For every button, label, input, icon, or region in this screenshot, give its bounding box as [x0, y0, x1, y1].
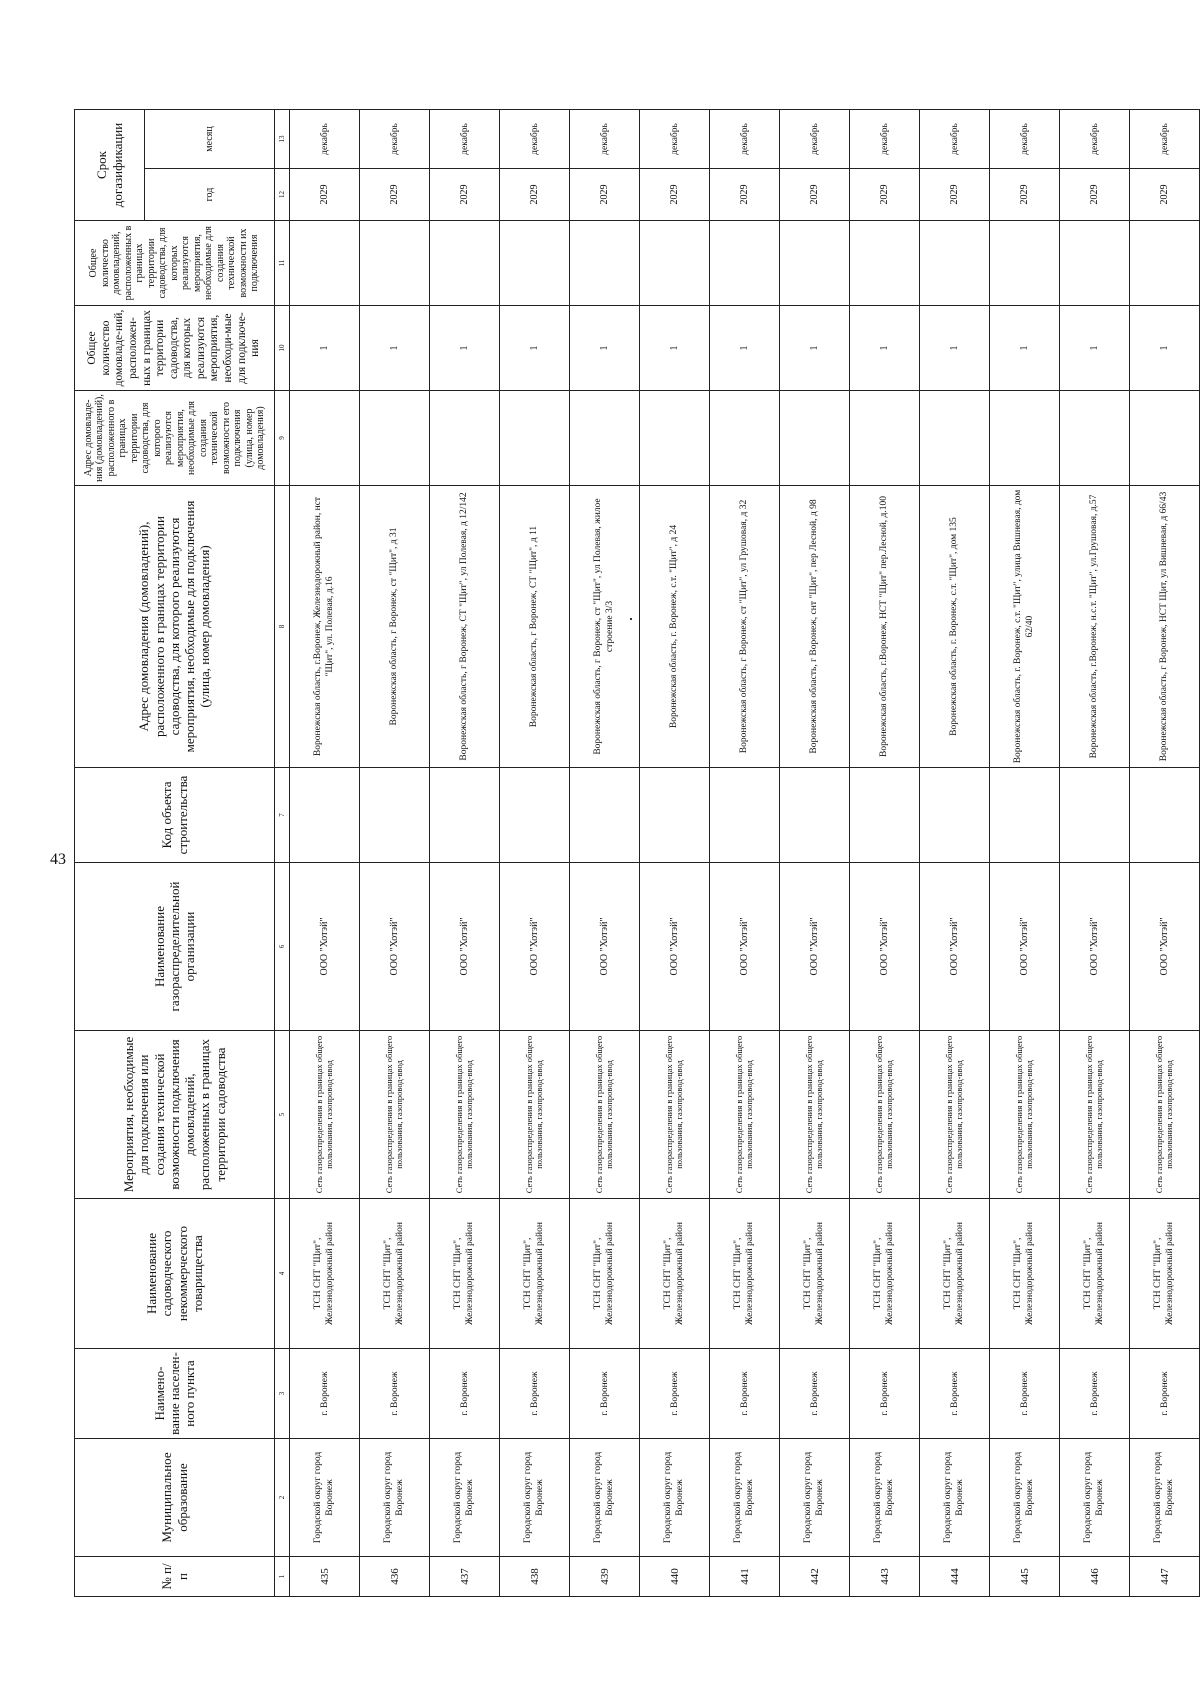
measures-cell: Сеть газораспределения в границах общего пользования, газопровод-ввод: [850, 1031, 920, 1199]
table-row: [500, 110, 570, 1597]
gas-org-cell: ООО "Хотэй": [710, 863, 780, 1031]
month-cell: декабрь: [990, 110, 1060, 169]
address-cell: Воронежская область, г Воронеж, СТ "Щит", ул Полевая, д 12/142: [430, 486, 500, 768]
household-tech-count-cell: [850, 221, 920, 306]
header-c2: Муниципальное образование: [75, 1439, 275, 1557]
row-number: 439: [570, 1557, 640, 1597]
household-tech-count-cell: [640, 221, 710, 306]
address-tech-cell: [920, 391, 990, 486]
column-number: 8: [275, 486, 290, 768]
year-cell: 2029: [1130, 169, 1200, 221]
measures-cell: Сеть газораспределения в границах общего пользования, газопровод-ввод: [500, 1031, 570, 1199]
month-cell: декабрь: [500, 110, 570, 169]
column-number: 6: [275, 863, 290, 1031]
table-row: [780, 110, 850, 1597]
settlement-cell: г. Воронеж: [850, 1349, 920, 1439]
table-row: [1060, 110, 1130, 1597]
snt-name-cell: ТСН СНТ "Щит", Железнодорожный район: [640, 1199, 710, 1349]
month-cell: декабрь: [1130, 110, 1200, 169]
municipality-cell: Городской округ город Воронеж: [850, 1439, 920, 1557]
address-cell: Воронежская область, г Воронеж, ст "Щит", д 31: [360, 486, 430, 768]
month-cell: декабрь: [290, 110, 360, 169]
column-number: 1: [275, 1557, 290, 1597]
column-number: 2: [275, 1439, 290, 1557]
snt-name-cell: ТСН СНТ "Щит", Железнодорожный район: [430, 1199, 500, 1349]
header-c8: Адрес домовладения (домовладений), расположенного в границах территории садоводства, для которого реализуются мероприятия, необходимые для подключения (улица, номер домовладения): [75, 486, 275, 768]
address-tech-cell: [780, 391, 850, 486]
address-cell: Воронежская область, г.Воронеж, н.с.т. "Щит", ул.Грушовая, д.57: [1060, 486, 1130, 768]
snt-name-cell: ТСН СНТ "Щит", Железнодорожный район: [1060, 1199, 1130, 1349]
rotated-table-wrapper: [74, 110, 1200, 1597]
address-cell: Воронежская область, г. Воронеж, с.т. "Щит", д 24: [640, 486, 710, 768]
snt-name-cell: ТСН СНТ "Щит", Железнодорожный район: [500, 1199, 570, 1349]
header-year: год: [145, 169, 275, 221]
household-tech-count-cell: [990, 221, 1060, 306]
gas-org-cell: ООО "Хотэй": [1130, 863, 1200, 1031]
gas-org-cell: ООО "Хотэй": [1060, 863, 1130, 1031]
measures-cell: Сеть газораспределения в границах общего пользования, газопровод-ввод: [990, 1031, 1060, 1199]
measures-cell: Сеть газораспределения в границах общего пользования, газопровод-ввод: [570, 1031, 640, 1199]
object-code-cell: [1060, 768, 1130, 863]
header-c7: Код объекта строительства: [75, 768, 275, 863]
settlement-cell: г. Воронеж: [570, 1349, 640, 1439]
object-code-cell: [640, 768, 710, 863]
column-number: 4: [275, 1199, 290, 1349]
settlement-cell: г. Воронеж: [500, 1349, 570, 1439]
object-code-cell: [990, 768, 1060, 863]
row-number: 441: [710, 1557, 780, 1597]
snt-name-cell: ТСН СНТ "Щит", Железнодорожный район: [780, 1199, 850, 1349]
object-code-cell: [500, 768, 570, 863]
municipality-cell: Городской округ город Воронеж: [1130, 1439, 1200, 1557]
measures-cell: Сеть газораспределения в границах общего пользования, газопровод-ввод: [780, 1031, 850, 1199]
settlement-cell: г. Воронеж: [430, 1349, 500, 1439]
municipality-cell: Городской округ город Воронеж: [710, 1439, 780, 1557]
household-tech-count-cell: [430, 221, 500, 306]
address-tech-cell: [710, 391, 780, 486]
address-cell: Воронежская область, г Воронеж, ст "Щит", ул Грушовая, д 32: [710, 486, 780, 768]
row-number: 447: [1130, 1557, 1200, 1597]
household-count-cell: 1: [850, 306, 920, 391]
year-cell: 2029: [990, 169, 1060, 221]
header-c4: Наименование садоводческого некоммерческого товарищества: [75, 1199, 275, 1349]
address-tech-cell: [500, 391, 570, 486]
month-cell: декабрь: [780, 110, 850, 169]
address-cell: Воронежская область, г.Воронеж, Железнодорожный район, нст "Щит", ул. Полевая, д.16: [290, 486, 360, 768]
year-cell: 2029: [850, 169, 920, 221]
address-tech-cell: [360, 391, 430, 486]
household-tech-count-cell: [920, 221, 990, 306]
gas-org-cell: ООО "Хотэй": [290, 863, 360, 1031]
object-code-cell: [430, 768, 500, 863]
household-count-cell: 1: [920, 306, 990, 391]
address-cell: Воронежская область, г. Воронеж, с.т. "Щит", дом 135: [920, 486, 990, 768]
municipality-cell: Городской округ город Воронеж: [640, 1439, 710, 1557]
month-cell: декабрь: [1060, 110, 1130, 169]
object-code-cell: [850, 768, 920, 863]
gas-org-cell: ООО "Хотэй": [430, 863, 500, 1031]
household-tech-count-cell: [570, 221, 640, 306]
row-number: 437: [430, 1557, 500, 1597]
settlement-cell: г. Воронеж: [360, 1349, 430, 1439]
snt-name-cell: ТСН СНТ "Щит", Железнодорожный район: [360, 1199, 430, 1349]
household-count-cell: 1: [990, 306, 1060, 391]
table-row: [920, 110, 990, 1597]
address-tech-cell: [990, 391, 1060, 486]
settlement-cell: г. Воронеж: [1130, 1349, 1200, 1439]
address-tech-cell: [290, 391, 360, 486]
address-tech-cell: [1130, 391, 1200, 486]
measures-cell: Сеть газораспределения в границах общего пользования, газопровод-ввод: [1130, 1031, 1200, 1199]
address-cell: Воронежская область, г. Воронеж, с.т. "Щит", улица Вишневая, дом 62/40: [990, 486, 1060, 768]
month-cell: декабрь: [360, 110, 430, 169]
table-row: [290, 110, 360, 1597]
municipality-cell: Городской округ город Воронеж: [430, 1439, 500, 1557]
row-number: 444: [920, 1557, 990, 1597]
row-number: 435: [290, 1557, 360, 1597]
municipality-cell: Городской округ город Воронеж: [290, 1439, 360, 1557]
municipality-cell: Городской округ город Воронеж: [990, 1439, 1060, 1557]
measures-cell: Сеть газораспределения в границах общего пользования, газопровод-ввод: [920, 1031, 990, 1199]
year-cell: 2029: [360, 169, 430, 221]
municipality-cell: Городской округ город Воронеж: [500, 1439, 570, 1557]
address-cell: Воронежская область, г Воронеж, снт "Щит", пер Лесной, д 98: [780, 486, 850, 768]
address-tech-cell: [640, 391, 710, 486]
measures-cell: Сеть газораспределения в границах общего пользования, газопровод-ввод: [360, 1031, 430, 1199]
table-row: [640, 110, 710, 1597]
measures-cell: Сеть газораспределения в границах общего пользования, газопровод-ввод: [1060, 1031, 1130, 1199]
row-number: 438: [500, 1557, 570, 1597]
settlement-cell: г. Воронеж: [1060, 1349, 1130, 1439]
header-row-1: [75, 110, 145, 1597]
column-number: 7: [275, 768, 290, 863]
gasification-table: [74, 109, 1200, 1597]
header-month: месяц: [145, 110, 275, 169]
household-count-cell: 1: [640, 306, 710, 391]
gas-org-cell: ООО "Хотэй": [640, 863, 710, 1031]
settlement-cell: г. Воронеж: [640, 1349, 710, 1439]
municipality-cell: Городской округ город Воронеж: [920, 1439, 990, 1557]
header-c11: Общее количество домовладений, расположенных в границах территории садоводства, для которых реализуются мероприятия, необходимые для создания технической возможности их подключения: [75, 221, 275, 306]
household-count-cell: 1: [430, 306, 500, 391]
address-cell: Воронежская область, г Воронеж, ст "Щит", ул Полевая, жилое строение 3/3: [570, 486, 640, 768]
household-count-cell: 1: [780, 306, 850, 391]
column-number: 3: [275, 1349, 290, 1439]
object-code-cell: [1130, 768, 1200, 863]
table-row: [850, 110, 920, 1597]
object-code-cell: [710, 768, 780, 863]
header-c1: № п/п: [75, 1557, 275, 1597]
household-tech-count-cell: [710, 221, 780, 306]
page-number: 43: [50, 851, 66, 868]
header-c10: Общее количество домовладе-ний, расположен-ных в границах территории садоводства, для которых реализуются мероприятия, необходи-мые для подключе-ния: [75, 306, 275, 391]
object-code-cell: [570, 768, 640, 863]
household-tech-count-cell: [500, 221, 570, 306]
address-tech-cell: [430, 391, 500, 486]
measures-cell: Сеть газораспределения в границах общего пользования, газопровод-ввод: [430, 1031, 500, 1199]
year-cell: 2029: [1060, 169, 1130, 221]
settlement-cell: г. Воронеж: [780, 1349, 850, 1439]
table-row: [990, 110, 1060, 1597]
year-cell: 2029: [920, 169, 990, 221]
header-c3: Наимено-вание населен-ного пункта: [75, 1349, 275, 1439]
municipality-cell: Городской округ город Воронеж: [570, 1439, 640, 1557]
month-cell: декабрь: [920, 110, 990, 169]
row-number: 440: [640, 1557, 710, 1597]
measures-cell: Сеть газораспределения в границах общего пользования, газопровод-ввод: [290, 1031, 360, 1199]
table-row: [430, 110, 500, 1597]
month-cell: декабрь: [710, 110, 780, 169]
gas-org-cell: ООО "Хотэй": [360, 863, 430, 1031]
row-number: 446: [1060, 1557, 1130, 1597]
household-tech-count-cell: [1060, 221, 1130, 306]
municipality-cell: Городской округ город Воронеж: [1060, 1439, 1130, 1557]
household-count-cell: 1: [290, 306, 360, 391]
settlement-cell: г. Воронеж: [290, 1349, 360, 1439]
header-term: Срок догазификации: [75, 110, 145, 221]
row-number: 442: [780, 1557, 850, 1597]
address-tech-cell: [570, 391, 640, 486]
object-code-cell: [290, 768, 360, 863]
year-cell: 2029: [570, 169, 640, 221]
household-count-cell: 1: [500, 306, 570, 391]
row-number: 443: [850, 1557, 920, 1597]
household-tech-count-cell: [360, 221, 430, 306]
column-number: 13: [275, 110, 290, 169]
household-count-cell: 1: [1130, 306, 1200, 391]
table-body: [290, 110, 1200, 1597]
year-cell: 2029: [290, 169, 360, 221]
municipality-cell: Городской округ город Воронеж: [780, 1439, 850, 1557]
row-number: 436: [360, 1557, 430, 1597]
gas-org-cell: ООО "Хотэй": [990, 863, 1060, 1031]
household-tech-count-cell: [780, 221, 850, 306]
snt-name-cell: ТСН СНТ "Щит", Железнодорожный район: [1130, 1199, 1200, 1349]
snt-name-cell: ТСН СНТ "Щит", Железнодорожный район: [990, 1199, 1060, 1349]
column-number: 5: [275, 1031, 290, 1199]
header-c5: Мероприятия, необходимые для подключения или создания технической возможности подключения домовладений, расположенных в границах территории садоводства: [75, 1031, 275, 1199]
year-cell: 2029: [780, 169, 850, 221]
row-number: 445: [990, 1557, 1060, 1597]
gas-org-cell: ООО "Хотэй": [780, 863, 850, 1031]
table-row: [1130, 110, 1200, 1597]
gas-org-cell: ООО "Хотэй": [500, 863, 570, 1031]
settlement-cell: г. Воронеж: [920, 1349, 990, 1439]
year-cell: 2029: [430, 169, 500, 221]
header-c9: Адрес домовладе-ния (домовладений), расположенного в границах территории садоводства, для которого реализуются мероприятия, необходимые для создания технической возможности его подключения (улица, номер домовладения): [75, 391, 275, 486]
year-cell: 2029: [640, 169, 710, 221]
month-cell: декабрь: [850, 110, 920, 169]
measures-cell: Сеть газораспределения в границах общего пользования, газопровод-ввод: [710, 1031, 780, 1199]
month-cell: декабрь: [430, 110, 500, 169]
address-cell: Воронежская область, г.Воронеж, НСТ "Щит" пер.Лесной, д.100: [850, 486, 920, 768]
municipality-cell: Городской округ город Воронеж: [360, 1439, 430, 1557]
year-cell: 2029: [710, 169, 780, 221]
object-code-cell: [920, 768, 990, 863]
table-row: [570, 110, 640, 1597]
snt-name-cell: ТСН СНТ "Щит", Железнодорожный район: [290, 1199, 360, 1349]
snt-name-cell: ТСН СНТ "Щит", Железнодорожный район: [710, 1199, 780, 1349]
month-cell: декабрь: [640, 110, 710, 169]
gas-org-cell: ООО "Хотэй": [570, 863, 640, 1031]
snt-name-cell: ТСН СНТ "Щит", Железнодорожный район: [850, 1199, 920, 1349]
gas-org-cell: ООО "Хотэй": [850, 863, 920, 1031]
month-cell: декабрь: [570, 110, 640, 169]
address-cell: Воронежская область, г Воронеж, СТ "Щит", д 11: [500, 486, 570, 768]
household-count-cell: 1: [710, 306, 780, 391]
column-number: 10: [275, 306, 290, 391]
table-row: [360, 110, 430, 1597]
measures-cell: Сеть газораспределения в границах общего пользования, газопровод-ввод: [640, 1031, 710, 1199]
column-number: 9: [275, 391, 290, 486]
snt-name-cell: ТСН СНТ "Щит", Железнодорожный район: [570, 1199, 640, 1349]
address-tech-cell: [850, 391, 920, 486]
column-number-row: [275, 110, 290, 1597]
table-row: [710, 110, 780, 1597]
household-count-cell: 1: [570, 306, 640, 391]
snt-name-cell: ТСН СНТ "Щит", Железнодорожный район: [920, 1199, 990, 1349]
year-cell: 2029: [500, 169, 570, 221]
column-number: 11: [275, 221, 290, 306]
settlement-cell: г. Воронеж: [990, 1349, 1060, 1439]
household-count-cell: 1: [360, 306, 430, 391]
object-code-cell: [360, 768, 430, 863]
settlement-cell: г. Воронеж: [710, 1349, 780, 1439]
gas-org-cell: ООО "Хотэй": [920, 863, 990, 1031]
column-number: 12: [275, 169, 290, 221]
address-tech-cell: [1060, 391, 1130, 486]
header-c6: Наименование газораспределительной организации: [75, 863, 275, 1031]
household-count-cell: 1: [1060, 306, 1130, 391]
address-cell: Воронежская область, г Воронеж, НСТ Щит, ул Вишневая, д 66/43: [1130, 486, 1200, 768]
household-tech-count-cell: [290, 221, 360, 306]
object-code-cell: [780, 768, 850, 863]
household-tech-count-cell: [1130, 221, 1200, 306]
